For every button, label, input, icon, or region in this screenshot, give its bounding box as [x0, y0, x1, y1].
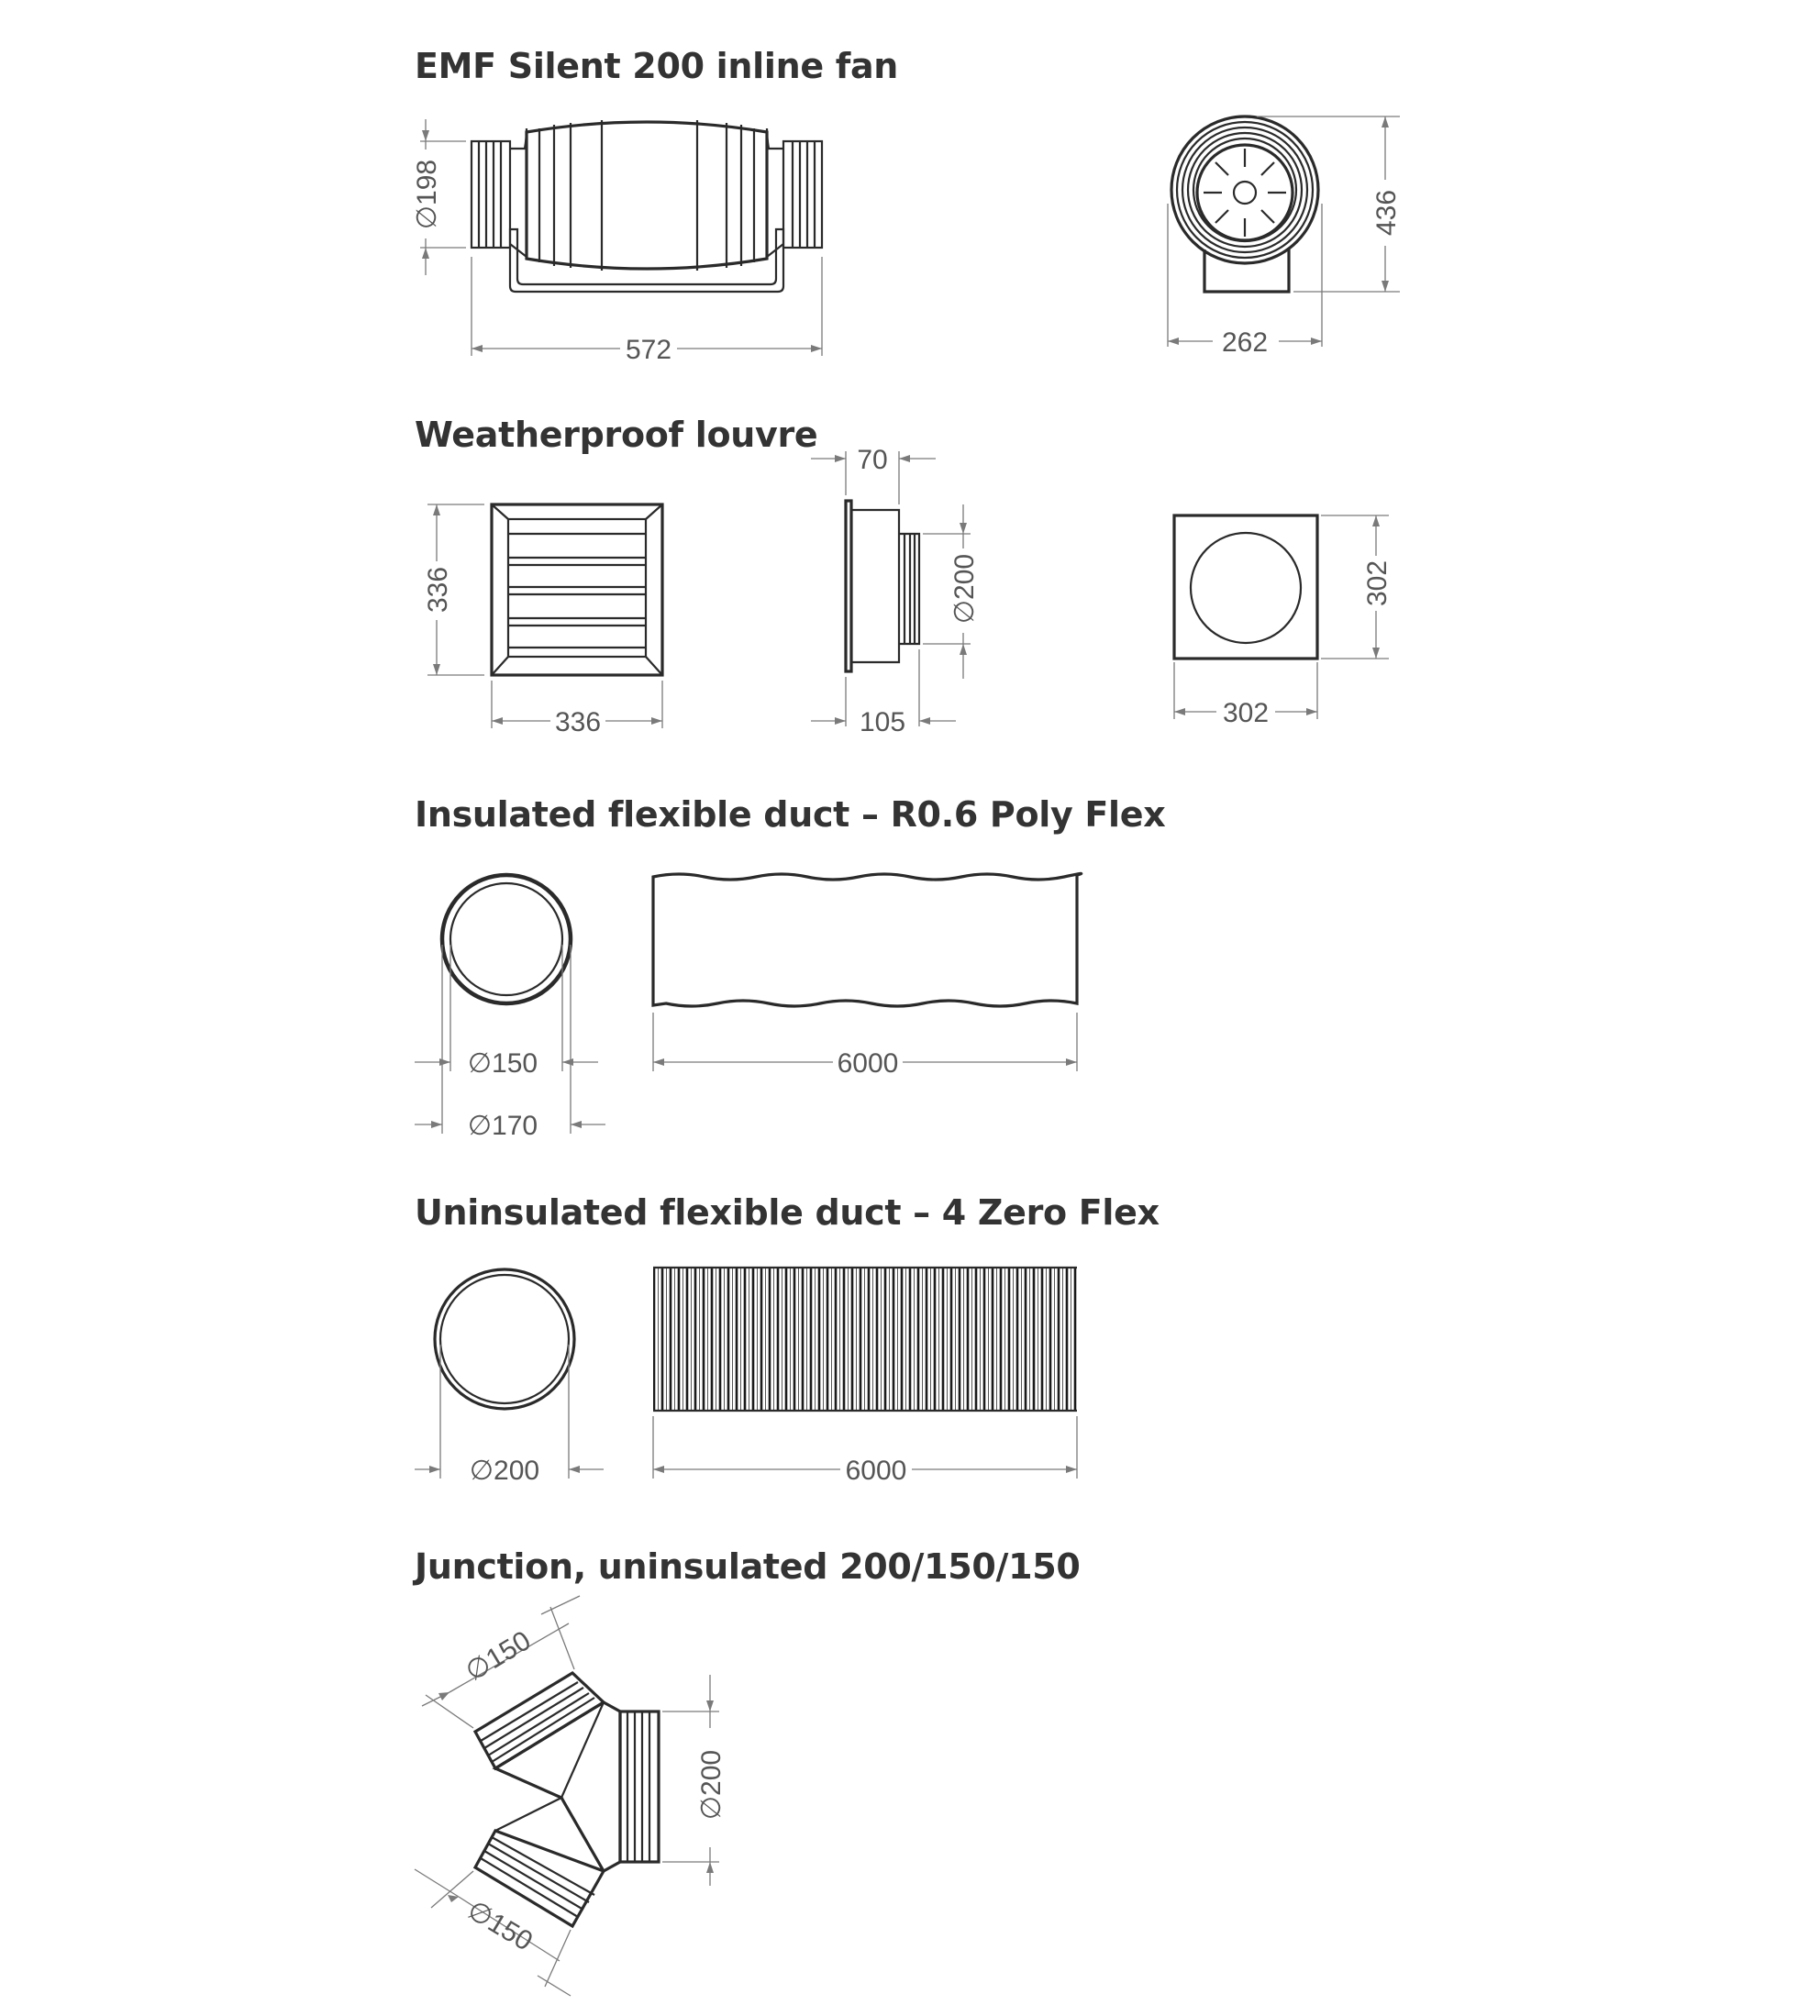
- fan-side-view: [472, 120, 822, 292]
- insulated-duct-title: Insulated flexible duct – R0.6 Poly Flex: [415, 794, 1166, 835]
- diameter-symbol: ∅: [412, 205, 442, 230]
- insulated-duct-end-view: [442, 875, 571, 1003]
- junction-title: Junction, uninsulated 200/150/150: [415, 1546, 1081, 1587]
- louvre-side-view: [846, 501, 919, 671]
- fan-end-view: [1171, 116, 1318, 292]
- louvre-flange-label: 70: [857, 445, 888, 475]
- junction-top-branch-value: 150: [481, 1625, 537, 1676]
- uninsulated-duct-title: Uninsulated flexible duct – 4 Zero Flex: [415, 1192, 1160, 1233]
- insulated-outer-diameter-dimension: [415, 945, 605, 1134]
- diameter-symbol: ∅: [949, 599, 980, 625]
- louvre-back-view: [1174, 515, 1317, 659]
- uninsulated-length-label: 6000: [845, 1456, 907, 1486]
- insulated-outer-diameter-label: [468, 1111, 538, 1141]
- louvre-back-height-label: 302: [1362, 559, 1393, 607]
- insulated-inner-diameter-label: [468, 1048, 538, 1079]
- fan-diameter-value: 198: [412, 159, 442, 205]
- louvre-back-width-label: 302: [1222, 698, 1270, 728]
- louvre-front-view: [492, 504, 662, 675]
- uninsulated-diameter-label: [470, 1456, 539, 1486]
- junction-bottom-branch-label: [462, 1895, 538, 1957]
- fan-title: EMF Silent 200 inline fan: [415, 46, 899, 86]
- uninsulated-duct-side-view: [653, 1268, 1077, 1411]
- louvre-depth-label: 105: [859, 707, 906, 737]
- louvre-diameter-label: [949, 554, 980, 624]
- junction-top-branch-label: [461, 1625, 536, 1688]
- fan-length-label: 572: [625, 335, 672, 365]
- diameter-symbol: ∅: [461, 1895, 499, 1933]
- louvre-width-label: 336: [554, 707, 602, 737]
- fan-diameter-label: [412, 160, 442, 229]
- louvre-height-label: 336: [423, 566, 453, 614]
- junction-bottom-branch-value: 150: [483, 1907, 538, 1957]
- diameter-symbol: ∅: [467, 1111, 493, 1141]
- insulated-inner-diameter-value: 150: [492, 1048, 538, 1079]
- insulated-length-label: 6000: [837, 1048, 899, 1079]
- fan-width-label: 262: [1221, 327, 1269, 358]
- fan-height-label: 436: [1371, 189, 1402, 237]
- junction-view: [475, 1673, 659, 1926]
- louvre-diameter-value: 200: [949, 553, 980, 600]
- junction-main-value: 200: [696, 1749, 727, 1796]
- diameter-symbol: ∅: [467, 1048, 493, 1079]
- junction-main-label: [696, 1750, 727, 1820]
- louvre-title: Weatherproof louvre: [415, 415, 818, 455]
- uninsulated-duct-end-view: [435, 1269, 574, 1409]
- uninsulated-diameter-value: 200: [494, 1456, 540, 1486]
- insulated-duct-side-view: [653, 873, 1082, 1006]
- diameter-symbol: ∅: [696, 1795, 727, 1821]
- insulated-outer-diameter-value: 170: [492, 1111, 538, 1141]
- diameter-symbol: ∅: [460, 1648, 497, 1688]
- diameter-symbol: ∅: [469, 1456, 494, 1486]
